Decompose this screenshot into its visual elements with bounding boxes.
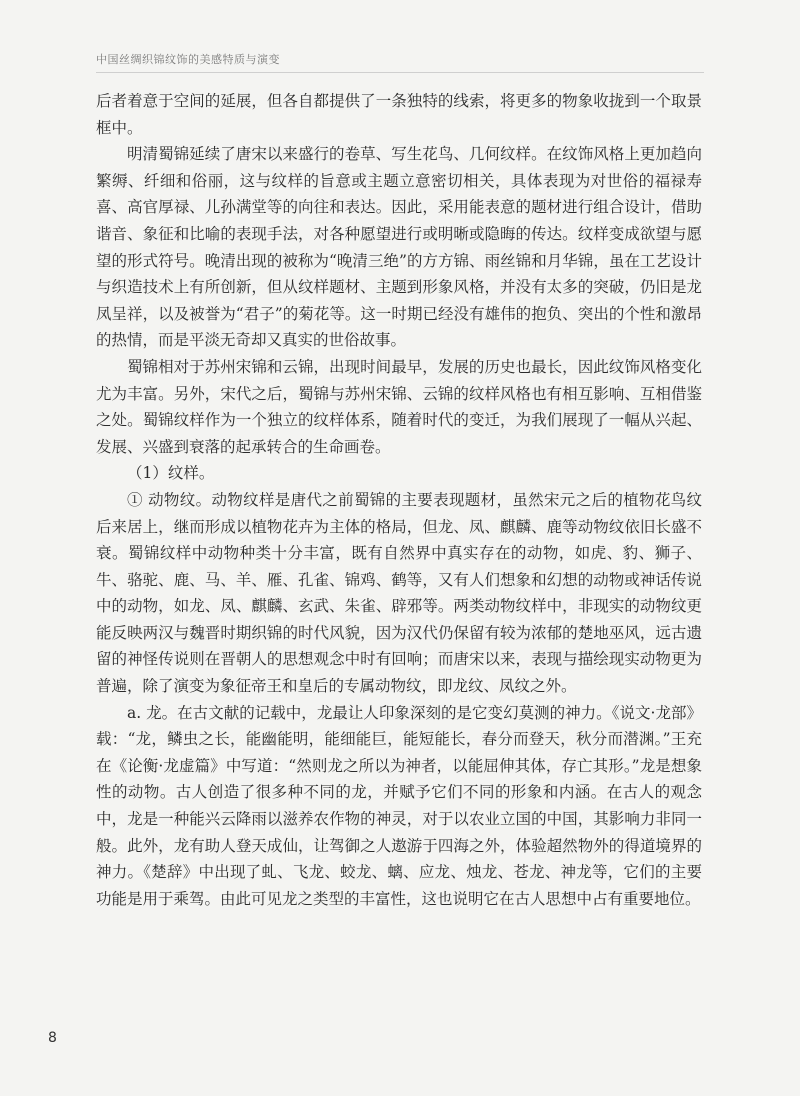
paragraph-shu-brocade-history: 蜀锦相对于苏州宋锦和云锦，出现时间最早，发展的历史也最长，因此纹饰风格变化尤为丰富。另外，宋代之后，蜀锦与苏州宋锦、云锦的纹样风格也有相互影响、互相借鉴之处。蜀锦纹样作为一个独立的纹样体系，随着时代的变迁，为我们展现了一幅从兴起、发展、兴盛到衰落的起承转合的生命画卷。 <box>96 357 702 456</box>
page-number: 8 <box>48 1030 57 1046</box>
paragraph-animal-patterns: ① 动物纹。动物纹样是唐代之前蜀锦的主要表现题材，虽然宋元之后的植物花鸟纹后来居上，继而形成以植物花卉为主体的格局，但龙、凤、麒麟、鹿等动物纹依旧长盛不衰。蜀锦纹样中动物种类十分丰富，既有自然界中真实存在的动物，如虎、豹、狮子、牛、骆驼、鹿、马、羊、雁、孔雀、锦鸡、鹤等，又有人们想象和幻想的动物或神话传说中的动物，如龙、凤、麒麟、玄武、朱雀、辟邪等。两类动物纹样中，非现实的动物纹更能反映两汉与魏晋时期织锦的时代风貌，因为汉代仍保留有较为浓郁的楚地巫风，远古遗留的神怪传说则在晋朝人的思想观念中时有回响；而唐宋以来，表现与描绘现实动物更为普遍，除了演变为象征帝王和皇后的专属动物纹，即龙纹、凤纹之外。 <box>96 490 702 696</box>
paragraph-ming-qing-shu-brocade: 明清蜀锦延续了唐宋以来盛行的卷草、写生花鸟、几何纹样。在纹饰风格上更加趋向繁缛、纤细和俗丽，这与纹样的旨意或主题立意密切相关，具体表现为对世俗的福禄寿喜、高官厚禄、儿孙满堂等的向往和表达。因此，采用能表意的题材进行组合设计，借助谐音、象征和比喻的表现手法，对各种愿望进行或明晰或隐晦的传达。纹样变成欲望与愿望的形式符号。晚清出现的被称为“晚清三绝”的方方锦、雨丝锦和月华锦，虽在工艺设计与织造技术上有所创新，但从纹样题材、主题到形象风格，并没有太多的突破，仍旧是龙凤呈祥，以及被誉为“君子”的菊花等。这一时期已经没有雄伟的抱负、突出的个性和激昂的热情，而是平淡无奇却又真实的世俗故事。 <box>96 145 702 350</box>
section-heading-patterns: （1）纹样。 <box>127 464 215 483</box>
paragraph-continuation: 后者着意于空间的延展，但各自都提供了一条独特的线索，将更多的物象收拢到一个取景框中。 <box>96 92 702 137</box>
body-text <box>96 88 702 912</box>
running-header: 中国丝绸织锦纹饰的美感特质与演变 <box>96 53 280 66</box>
header-divider <box>96 72 704 73</box>
paragraph-dragon: a. 龙。在古文献的记载中，龙最让人印象深刻的是它变幻莫测的神力。《说文·龙部》载：“龙，鳞虫之长，能幽能明，能细能巨，能短能长，春分而登天，秋分而潜渊。”王充在《论衡·龙虚篇》中写道：“然则龙之所以为神者，以能屈伸其体，存亡其形。”龙是想象性的动物。古人创造了很多种不同的龙，并赋予它们不同的形象和内涵。在古人的观念中，龙是一种能兴云降雨以滋养农作物的神灵，对于以农业立国的中国，其影响力非同一般。此外，龙有助人登天成仙，让驾御之人遨游于四海之外，体验超然物外的得道境界的神力。《楚辞》中出现了虬、飞龙、蛟龙、螭、应龙、烛龙、苍龙、神龙等，它们的主要功能是用于乘驾。由此可见龙之类型的丰富性，这也说明它在古人思想中占有重要地位。 <box>96 703 702 908</box>
